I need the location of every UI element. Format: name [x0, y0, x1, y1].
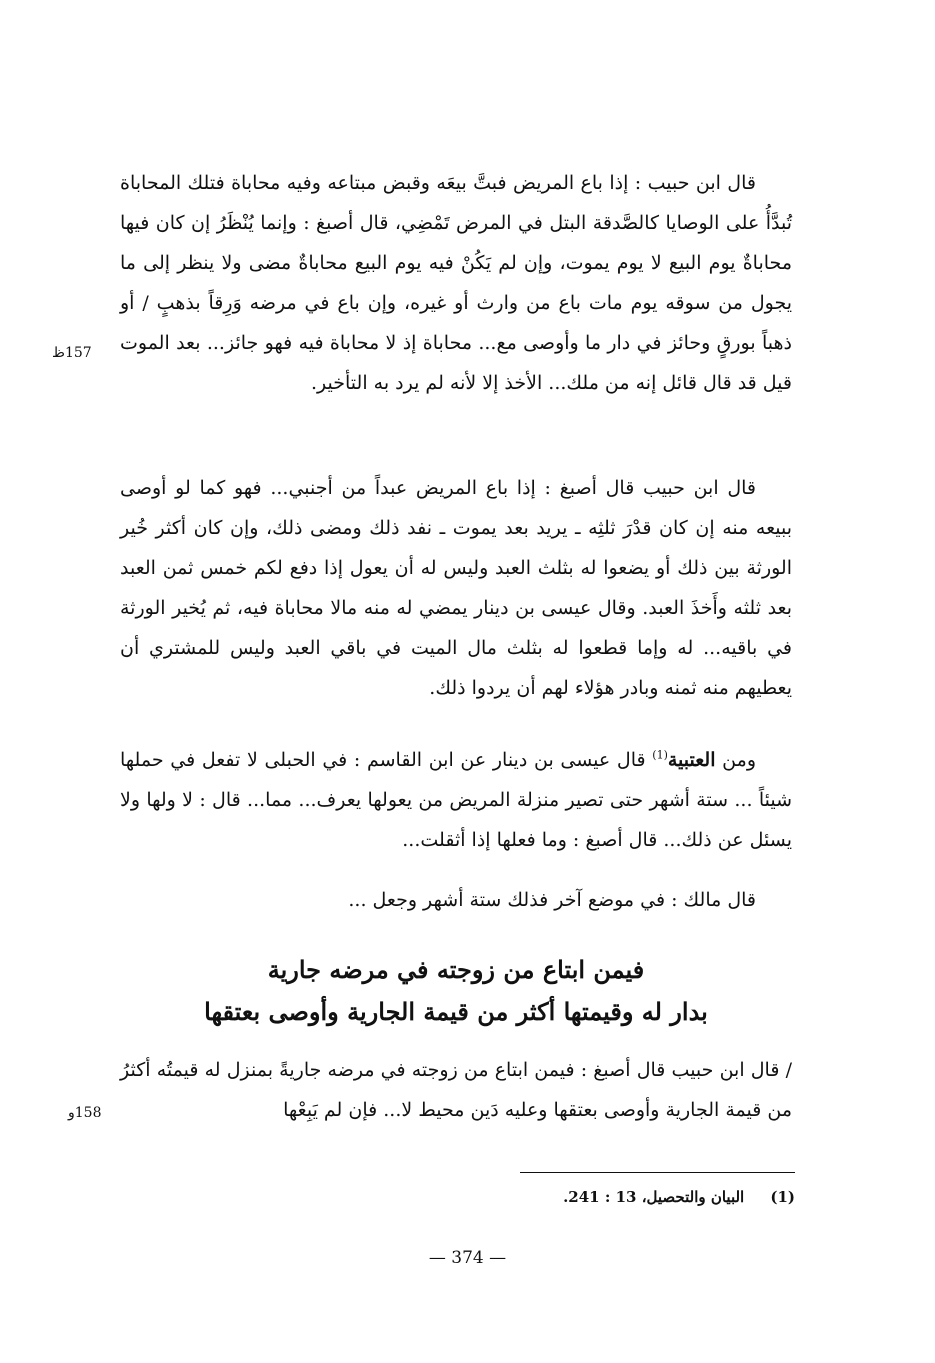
paragraph-prefix: ومن [722, 749, 756, 771]
paragraph-text [120, 740, 792, 860]
paragraph-rest: قال عيسى بن دينار عن ابن القاسم : في الحبلى لا تفعل في حملها شيئاً ... ستة أشهر حتى تصير منزلة المريض من يعولها يعرف... مما... قال : لا ولها ولا يسئل عن ذلك... قال أصبغ : وما فعلها إذا أثقلت... [120, 749, 792, 851]
section-heading-line-2: بدار له وقيمتها أكثر من قيمة الجارية وأوصى بعتقها [204, 997, 708, 1026]
body-paragraph-4 [120, 880, 792, 920]
body-paragraph-5 [120, 1050, 792, 1130]
source-title: العتبية [667, 749, 716, 771]
margin-folio-157: 157ظ [52, 345, 92, 361]
paragraph-text: قال ابن حبيب : إذا باع المريض فبتَّ بيعَه وقبض مبتاعه وفيه محاباة فتلك المحاباة تُبدَّأُ على الوصايا كالصَّدقة البتل في المرض تَمْضِي، قال أصبغ : وإنما يُنْظَرُ إن كان فيها محاباةٌ يوم البيع لا يوم يموت، وإن لم يَكُنْ فيه يوم البيع محاباةٌ مضى ولا ينظر إلى ما يجول من سوقه يوم مات باع من وارث أو غيره، وإن باع في مرضه وَرِقاً بذهبٍ / أو ذهباً بورقٍ وحائز في دار ما وأوصى مع... محاباة إذ لا محاباة فيه فهو جائز... بعد الموت قيل قد قال قائل إنه من ملك... الأخذ إلا لأنه لم يرد به التأخير. [120, 172, 792, 394]
paragraph-text: قال ابن حبيب قال أصبغ : إذا باع المريض عبداً من أجنبي... فهو كما لو أوصى ببيعه منه إن كان قدْرَ ثلثِه ـ يريد بعد يموت ـ نفد ذلك ومضى ذلك، وإن كان أكثر خُير الورثة بين ذلك أو يضعوا له بثلث العبد وليس له أن يعول إذا دفع لكم خمس ثمن العبد بعد ثلثه وأَخذَ العبد. وقال عيسى بن دينار يمضي له منه مالا محاباة فيه، ثم يُخير الورثة في باقيه... له وإما قطعوا له بثلث مال الميت في باقي العبد وليس للمشتري أن يعطيهم منه ثمنه وبادر هؤلاء لهم أن يردوا ذلك. [120, 477, 792, 699]
paragraph-text: / قال ابن حبيب قال أصبغ : فيمن ابتاع من زوجته في مرضه جاريةً بمنزل له قيمتُه أكثرُ من قيمة الجارية وأوصى بعتقها وعليه دَين محيط لا... فإن لم يَبِعْها [120, 1059, 792, 1121]
page-number: — 374 — [428, 1248, 507, 1268]
margin-folio-158: 158و [68, 1105, 102, 1121]
footnote [480, 1188, 795, 1206]
footnote-reference: (1) [652, 748, 668, 762]
paragraph-text: قال مالك : في موضع آخر فذلك ستة أشهر وجعل ... [348, 889, 756, 911]
footnote-marker: (1) [770, 1188, 795, 1206]
footnote-text: البيان والتحصيل، 13 : 241. [563, 1188, 745, 1206]
body-paragraph-2 [120, 468, 792, 708]
body-paragraph-1 [120, 163, 792, 403]
footnote-divider [520, 1172, 795, 1173]
section-heading-line-1: فيمن ابتاع من زوجته في مرضه جارية [267, 955, 645, 984]
body-paragraph-3 [120, 740, 792, 860]
